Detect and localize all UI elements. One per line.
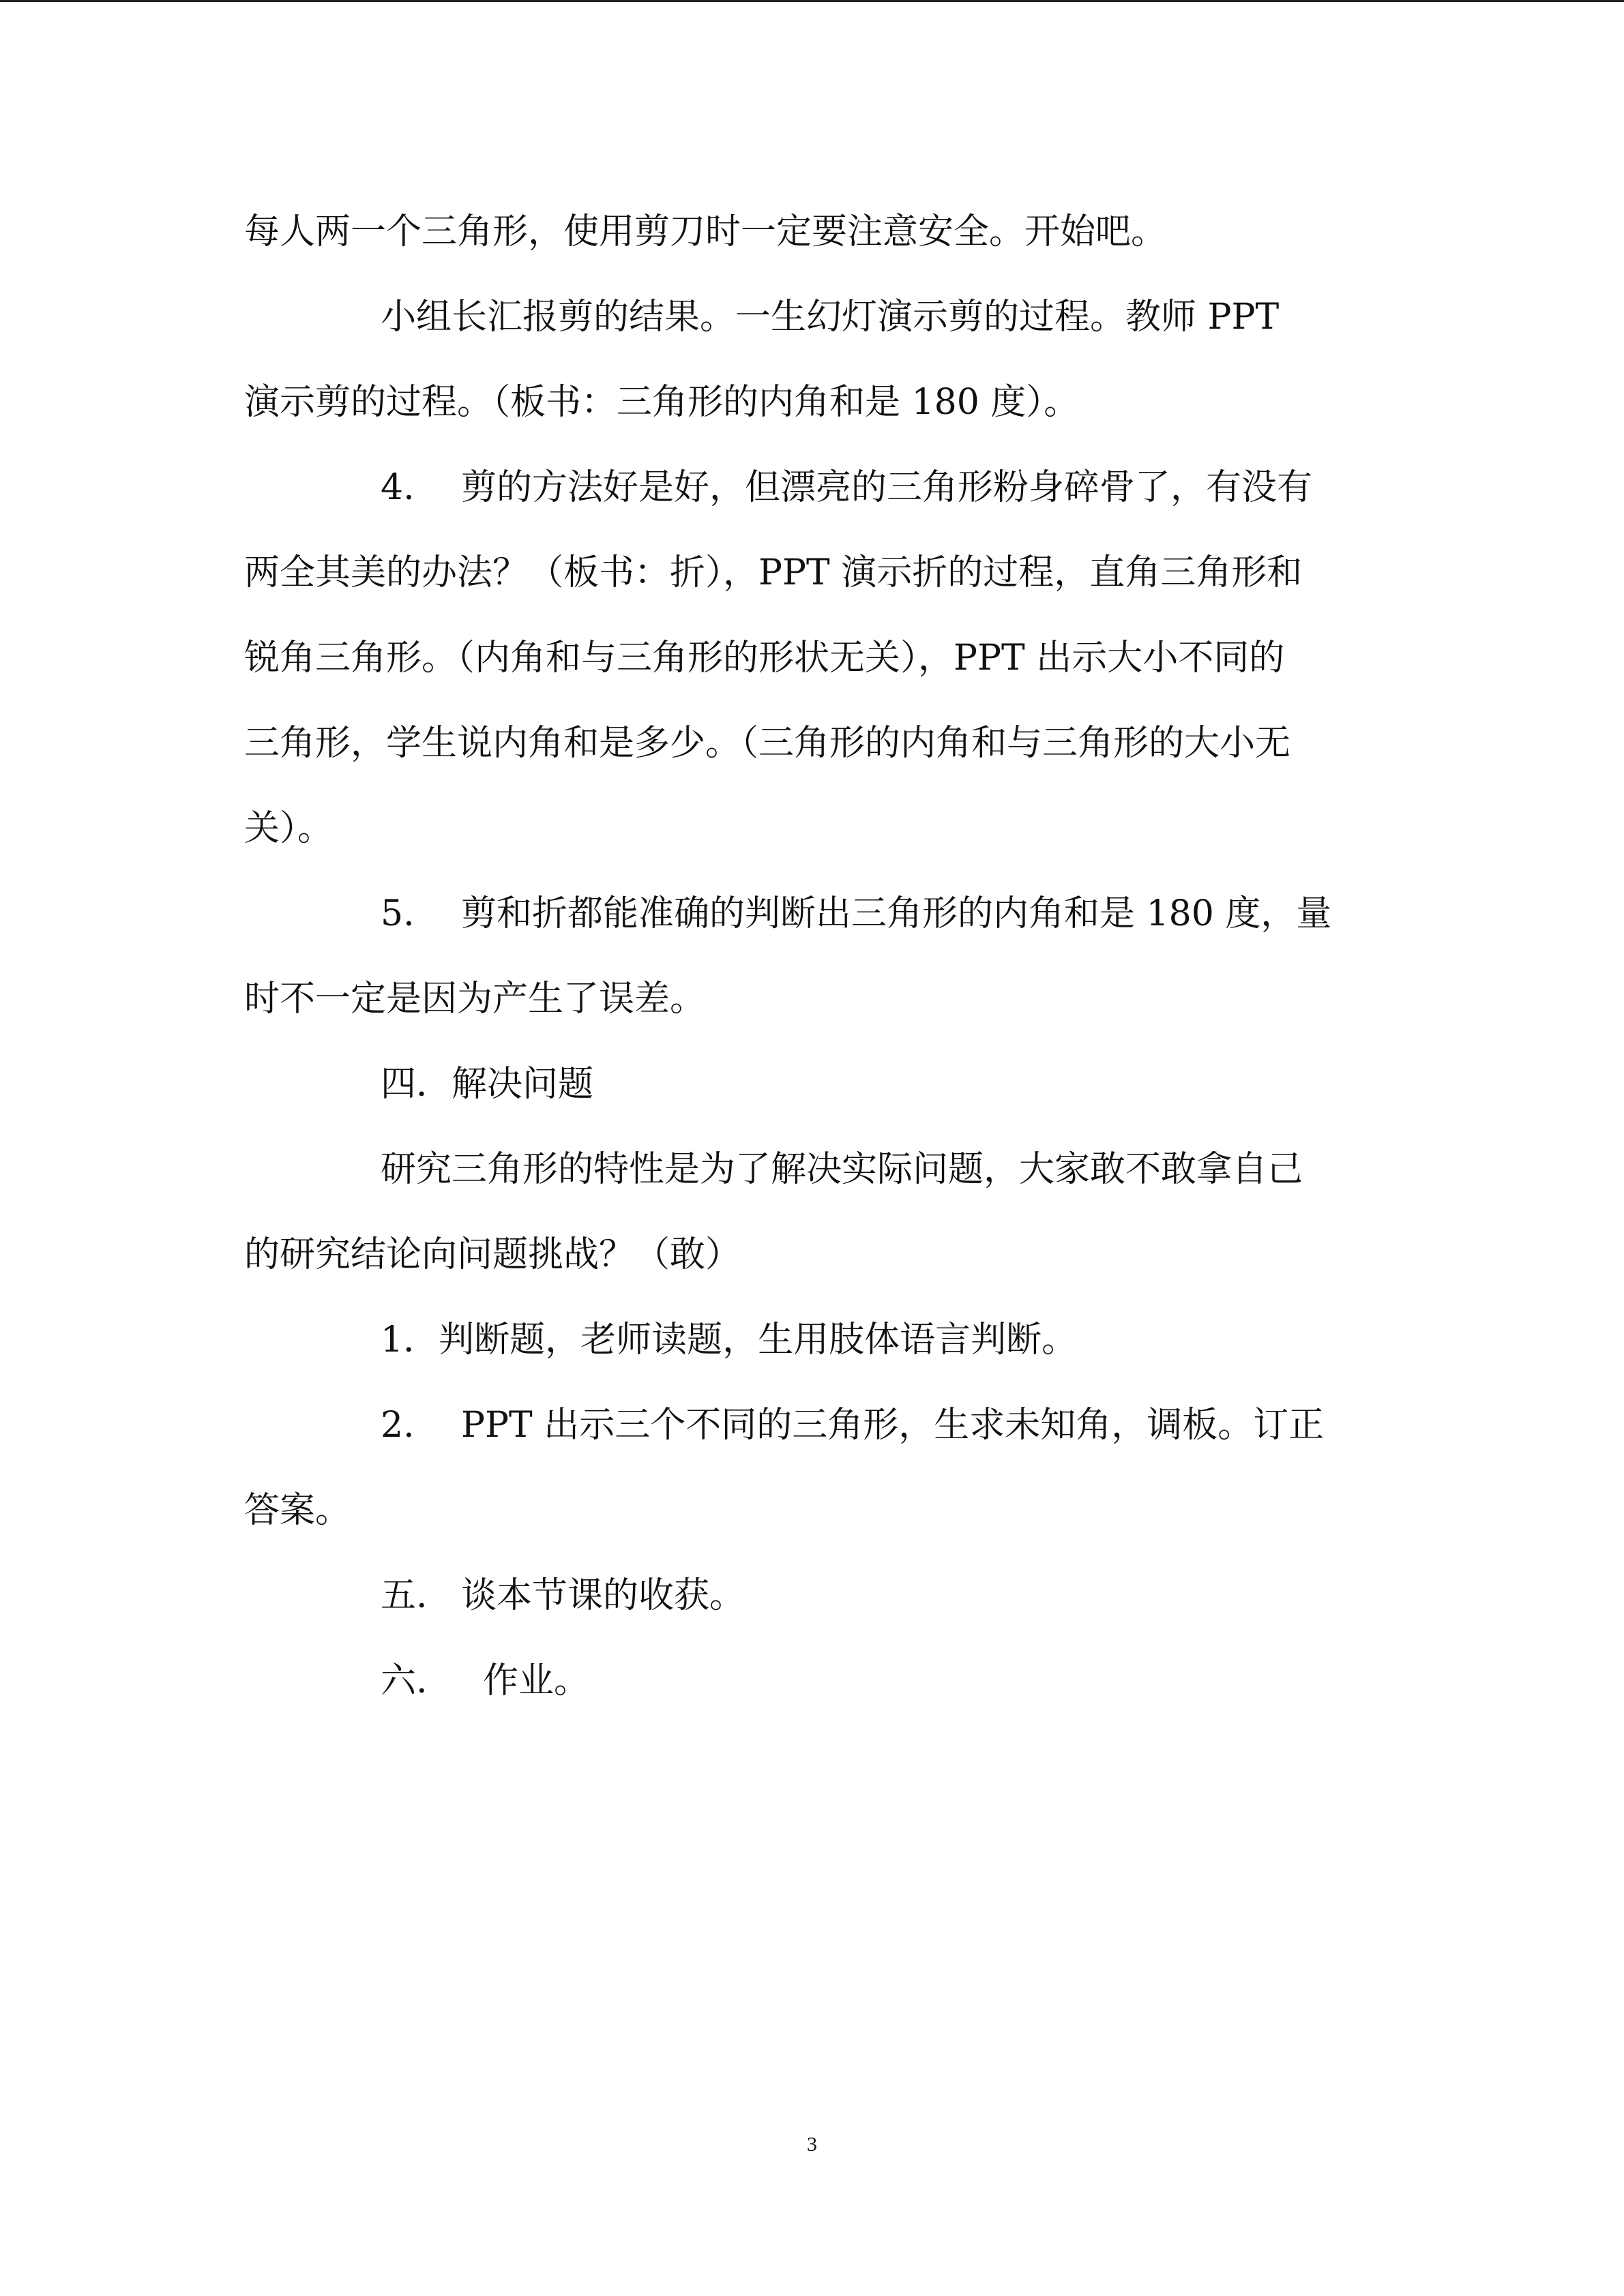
section-heading	[381, 1657, 589, 1705]
section-number: 五.	[381, 1575, 428, 1616]
text-line: 锐角三角形。（内角和与三角形的形状无关），PPT 出示大小不同的	[244, 638, 1285, 679]
text-line: 研究三角形的特性是为了解决实际问题，大家敢不敢拿自己	[381, 1149, 1303, 1190]
text-line: 的研究结论向问题挑战？（敢）	[244, 1234, 741, 1275]
page-number: 3	[807, 2133, 817, 2156]
section-number: 六.	[381, 1660, 428, 1701]
list-number: 5.	[381, 893, 415, 934]
list-item	[381, 890, 1331, 938]
top-border-line	[0, 0, 1624, 2]
text-line: 两全其美的办法？（板书：折），PPT 演示折的过程，直角三角形和	[244, 552, 1303, 593]
list-text: 剪和折都能准确的判断出三角形的内角和是 180 度，量	[461, 893, 1332, 934]
list-number: 2.	[381, 1405, 415, 1446]
text-line: 每人两一个三角形，使用剪刀时一定要注意安全。开始吧。	[244, 211, 1167, 252]
section-heading: 四．解决问题	[381, 1064, 594, 1105]
text-line: 演示剪的过程。（板书：三角形的内角和是 180 度）。	[244, 382, 1080, 423]
text-line: 小组长汇报剪的结果。一生幻灯演示剪的过程。教师 PPT	[381, 297, 1280, 338]
text-line: 答案。	[244, 1490, 351, 1531]
section-text: 作业。	[483, 1660, 590, 1701]
list-item	[381, 1401, 1324, 1449]
section-heading	[381, 1572, 745, 1620]
list-text: PPT 出示三个不同的三角形，生求未知角，调板。订正	[461, 1405, 1325, 1446]
list-text: 剪的方法好是好，但漂亮的三角形粉身碎骨了，有没有	[461, 467, 1313, 508]
section-text: 谈本节课的收获。	[461, 1575, 745, 1616]
text-line: 关）。	[244, 808, 334, 849]
list-item	[381, 464, 1312, 511]
list-number: 4.	[381, 467, 415, 508]
text-line: 时不一定是因为产生了误差。	[244, 979, 706, 1019]
text-line: 三角形，学生说内角和是多少。（三角形的内角和与三角形的大小无	[244, 723, 1291, 764]
list-item: 1．判断题，老师读题，生用肢体语言判断。	[381, 1320, 1078, 1360]
